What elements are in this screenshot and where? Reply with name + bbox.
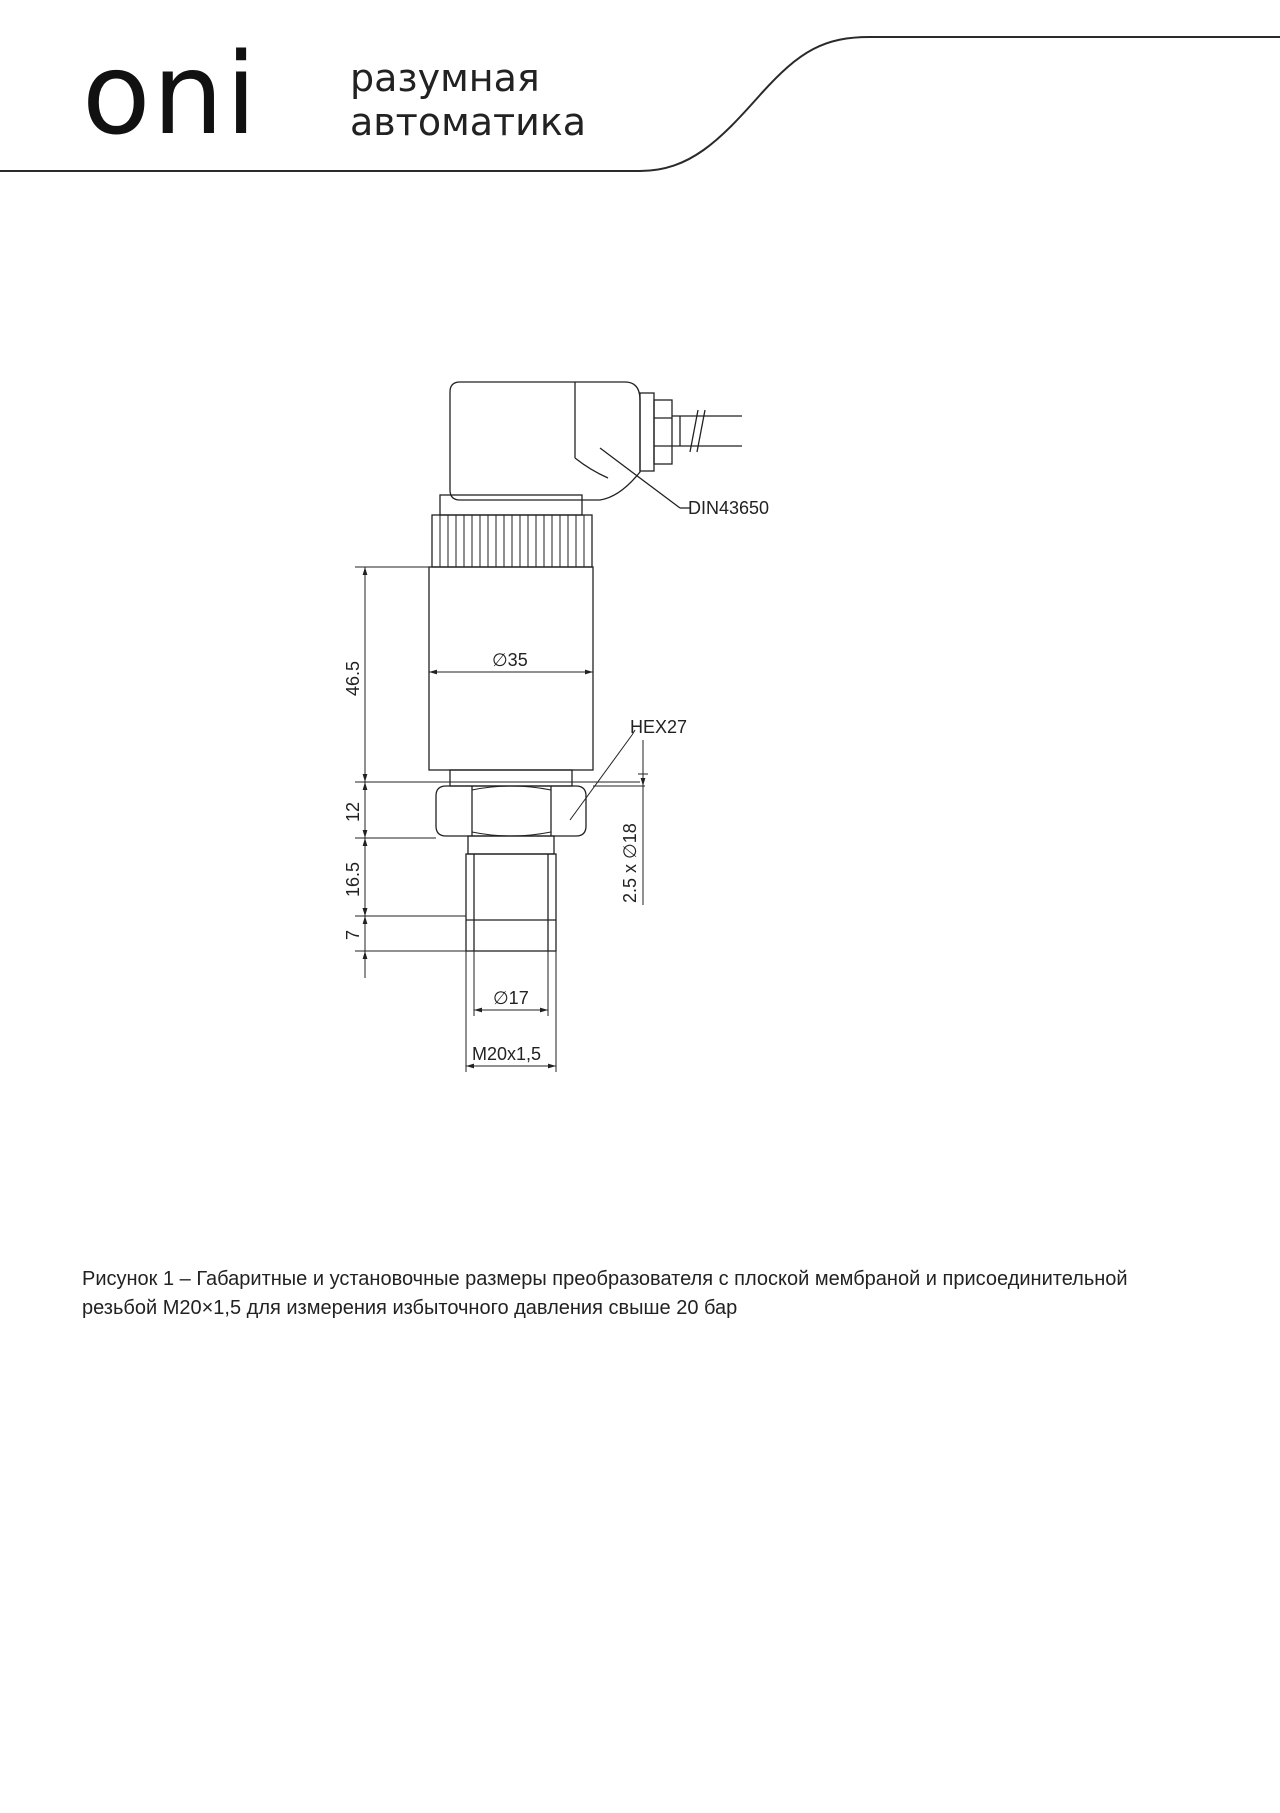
thread-fitting [466,854,556,951]
logo-tagline-1: разумная [350,56,540,100]
label-16-5: 16.5 [343,861,363,897]
knurl-lines [440,515,584,567]
label-din43650: DIN43650 [688,498,770,518]
label-thread-m20: M20x1,5 [472,1044,542,1064]
label-46-5: 46.5 [343,660,363,696]
label-groove: 2.5 x ∅18 [620,823,640,903]
label-12: 12 [343,801,363,822]
label-diameter-17: ∅17 [493,988,529,1008]
label-diameter-35: ∅35 [492,650,528,670]
logo-oni: oni [82,30,259,160]
thread-groove [468,836,554,854]
page-header [0,0,1280,180]
connector-housing [450,382,640,500]
sensor-dimension-drawing [0,360,1280,1120]
caption-line-2: резьбой М20×1,5 для измерения избыточного давления свыше 20 бар [82,1297,738,1319]
figure-caption [82,1265,1182,1323]
logo-tagline-2: автоматика [350,100,587,144]
caption-line-1: Рисунок 1 – Габаритные и установочные размеры преобразователя с плоской мембраной и присоединительной [82,1268,1128,1290]
label-7: 7 [343,929,363,940]
hex-nut [436,786,586,836]
label-hex27: HEX27 [630,717,688,737]
cable-gland [640,393,654,471]
